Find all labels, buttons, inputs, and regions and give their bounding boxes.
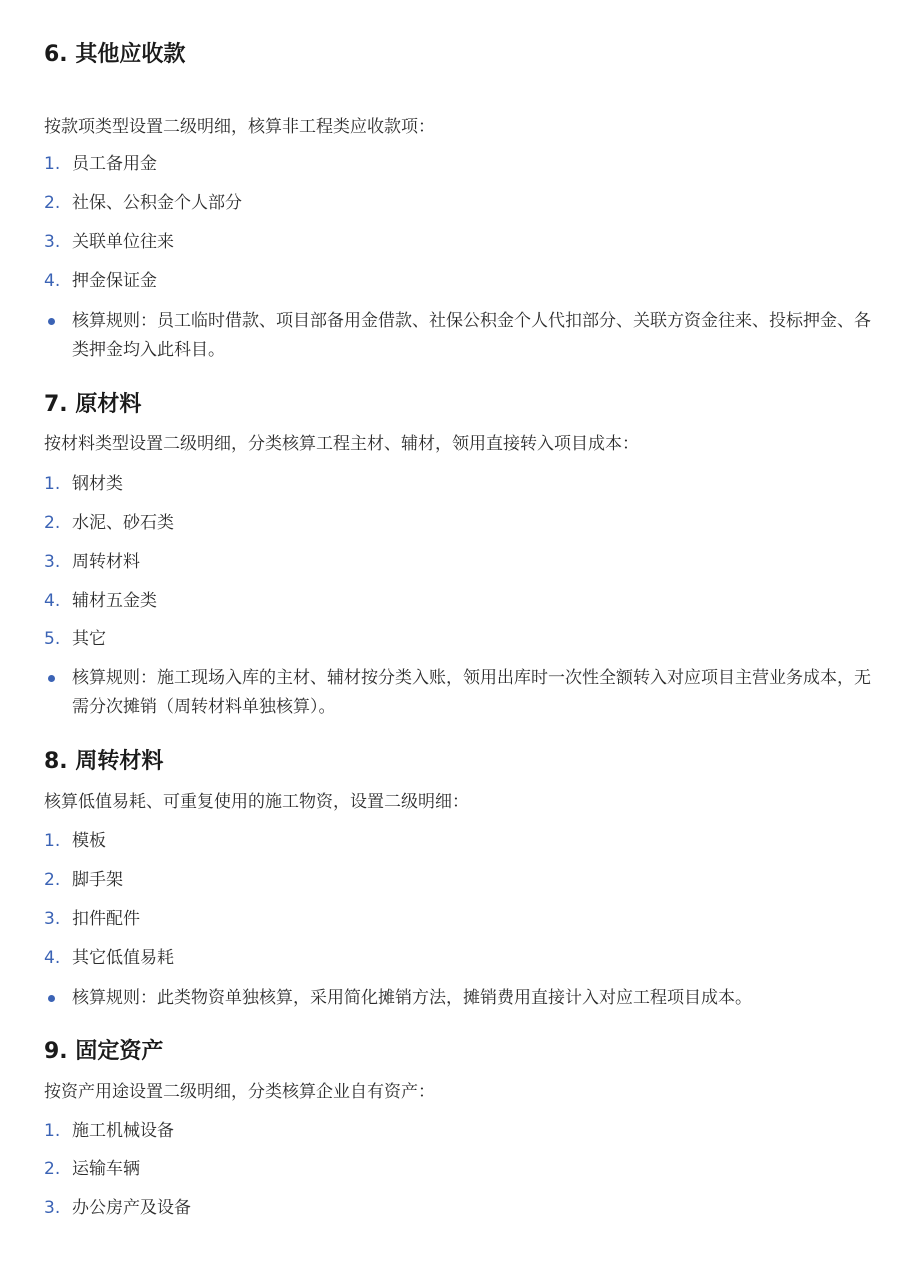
list-item [44, 509, 874, 538]
list-item-text: 水泥、砂石类 [72, 513, 174, 533]
bullet-dot-icon [48, 995, 55, 1002]
list-item [44, 905, 874, 934]
list-number: 4. [44, 591, 61, 611]
list-item-text: 周转材料 [72, 552, 140, 572]
list-item [44, 267, 874, 296]
rule-bullet [44, 307, 874, 365]
rule-text: 核算规则：施工现场入库的主材、辅材按分类入账，领用出库时一次性全额转入对应项目主营业务成本，无需分次摊销（周转材料单独核算）。 [72, 668, 871, 717]
section-heading-7: 7. 原材料 [44, 392, 142, 417]
list-item [44, 1194, 874, 1223]
list-item-text: 关联单位往来 [72, 232, 174, 252]
list-item [44, 470, 874, 499]
list-number: 4. [44, 948, 61, 968]
section-heading-6: 6. 其他应收款 [44, 42, 186, 67]
list-item [44, 944, 874, 973]
list-item [44, 866, 874, 895]
list-item-text: 钢材类 [72, 474, 123, 494]
list-item-text: 其它低值易耗 [72, 948, 174, 968]
section-intro-7: 按材料类型设置二级明细，分类核算工程主材、辅材，领用直接转入项目成本： [44, 434, 639, 454]
rule-text: 核算规则：此类物资单独核算，采用简化摊销方法，摊销费用直接计入对应工程项目成本。 [72, 988, 752, 1008]
list-item-text: 办公房产及设备 [72, 1198, 191, 1218]
section-intro-9: 按资产用途设置二级明细，分类核算企业自有资产： [44, 1082, 435, 1102]
list-number: 5. [44, 629, 61, 649]
list-number: 1. [44, 831, 61, 851]
section-heading-8: 8. 周转材料 [44, 749, 164, 774]
list-item [44, 548, 874, 577]
list-item-text: 社保、公积金个人部分 [72, 193, 242, 213]
list-number: 1. [44, 154, 61, 174]
list-number: 2. [44, 1159, 61, 1179]
rule-bullet [44, 664, 874, 722]
list-number: 4. [44, 271, 61, 291]
bullet-dot-icon [48, 318, 55, 325]
list-number: 2. [44, 870, 61, 890]
bullet-dot-icon [48, 675, 55, 682]
list-item [44, 189, 874, 218]
list-item-text: 辅材五金类 [72, 591, 157, 611]
list-item-text: 押金保证金 [72, 271, 157, 291]
list-item-text: 员工备用金 [72, 154, 157, 174]
section-intro-6: 按款项类型设置二级明细，核算非工程类应收款项： [44, 117, 435, 137]
rule-bullet [44, 984, 874, 1013]
section-intro-8: 核算低值易耗、可重复使用的施工物资，设置二级明细： [44, 792, 469, 812]
list-number: 3. [44, 552, 61, 572]
list-number: 3. [44, 1198, 61, 1218]
list-number: 3. [44, 909, 61, 929]
list-item-text: 施工机械设备 [72, 1121, 174, 1141]
list-number: 2. [44, 513, 61, 533]
list-item [44, 150, 874, 179]
list-number: 1. [44, 474, 61, 494]
list-item-text: 脚手架 [72, 870, 123, 890]
list-item [44, 1117, 874, 1146]
list-item [44, 587, 874, 616]
list-item-text: 其它 [72, 629, 106, 649]
section-heading-9: 9. 固定资产 [44, 1039, 164, 1064]
list-item-text: 扣件配件 [72, 909, 140, 929]
list-item-text: 运输车辆 [72, 1159, 140, 1179]
list-item-text: 模板 [72, 831, 106, 851]
list-item [44, 1155, 874, 1184]
list-item [44, 228, 874, 257]
rule-text: 核算规则：员工临时借款、项目部备用金借款、社保公积金个人代扣部分、关联方资金往来、投标押金、各类押金均入此科目。 [72, 311, 871, 360]
list-number: 3. [44, 232, 61, 252]
list-item [44, 827, 874, 856]
list-number: 1. [44, 1121, 61, 1141]
list-number: 2. [44, 193, 61, 213]
list-item [44, 625, 874, 654]
